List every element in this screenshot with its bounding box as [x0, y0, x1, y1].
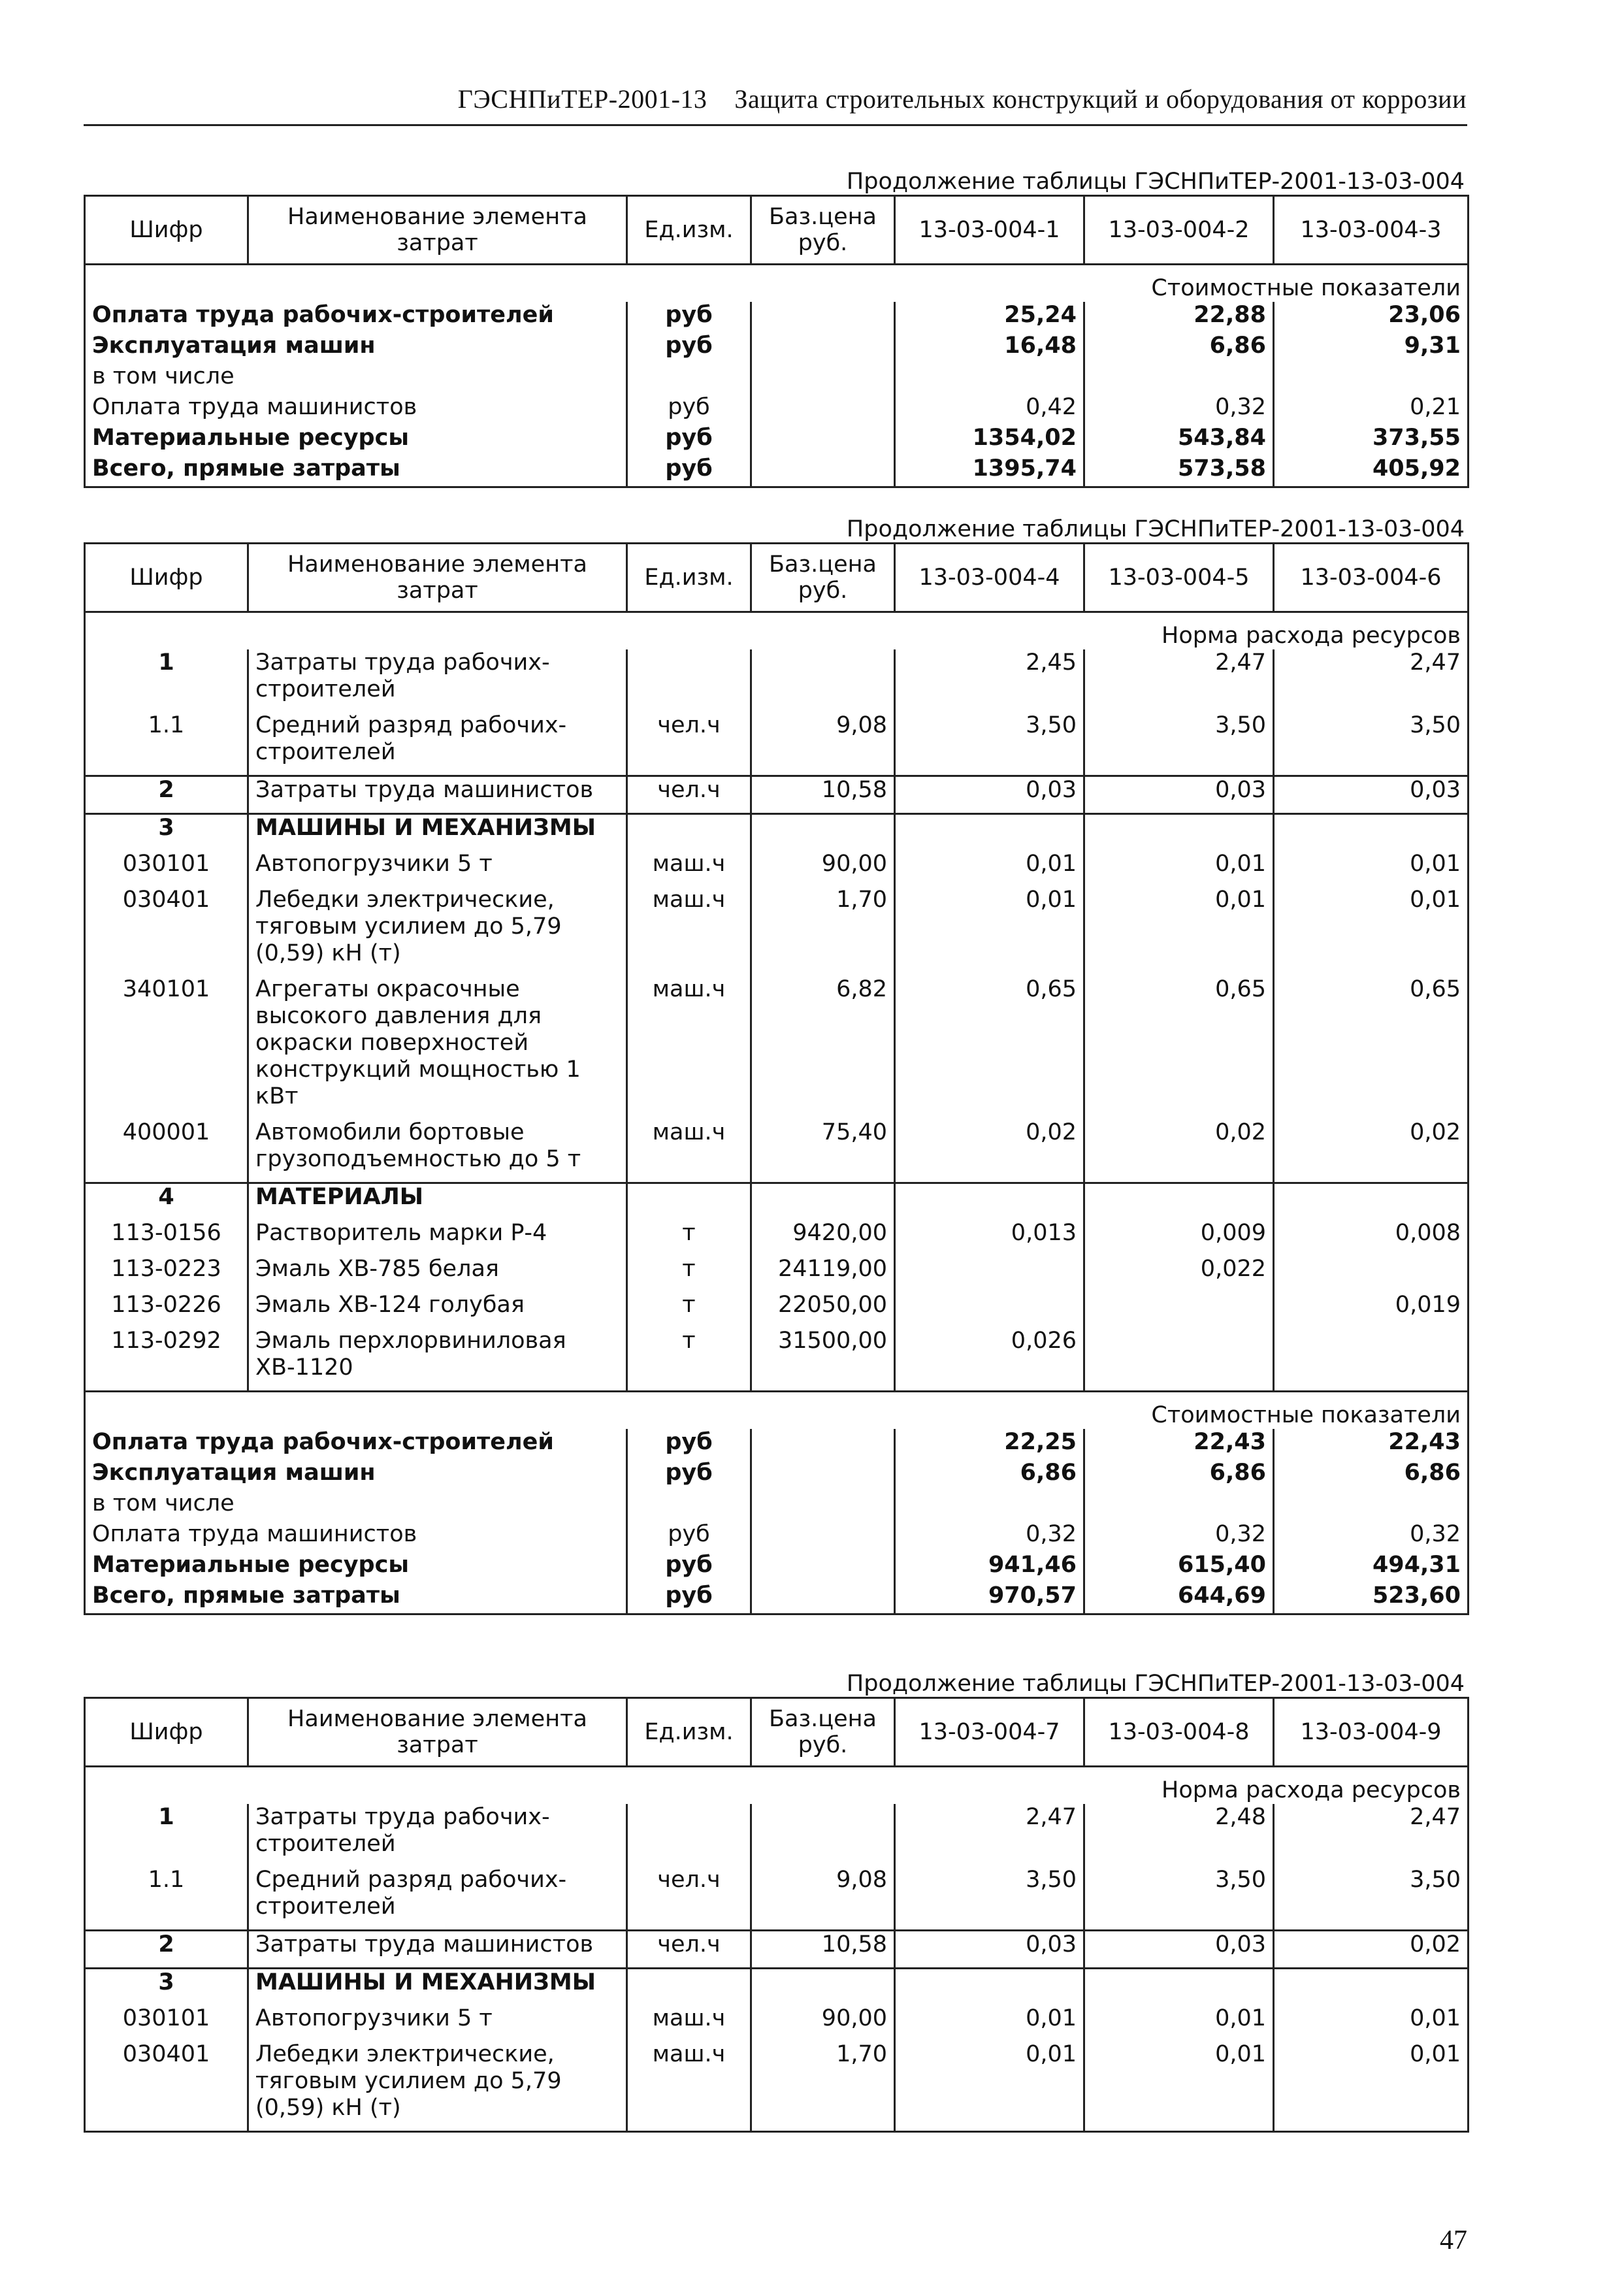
col-variant-header: 13-03-004-9: [1274, 1698, 1469, 1767]
resource-unit: чел.ч: [627, 1931, 751, 1969]
page-number: 47: [1440, 2225, 1467, 2255]
col-price-header: Баз.цена руб.: [751, 196, 895, 265]
resource-row: [85, 1292, 1469, 1328]
summary-unit: руб: [627, 1552, 751, 1582]
resource-unit: т: [627, 1292, 751, 1328]
resource-value: 0,03: [895, 776, 1084, 814]
resource-value: 2,47: [895, 1804, 1084, 1867]
summary-row: [85, 1552, 1469, 1582]
resource-code: 340101: [85, 976, 248, 1119]
summary-unit: руб: [627, 455, 751, 487]
summary-name: Оплата труда машинистов: [85, 1521, 627, 1552]
resource-unit: [627, 649, 751, 712]
summary-value: 22,43: [1274, 1429, 1469, 1460]
summary-price: [751, 1460, 895, 1490]
resource-value: 0,02: [1274, 1119, 1469, 1183]
resource-value: 2,48: [1084, 1804, 1274, 1867]
col-unit-header: Ед.изм.: [627, 1698, 751, 1767]
table-13-03-004-4-6: [84, 542, 1469, 1615]
summary-row: [85, 1490, 1469, 1521]
resource-unit: маш.ч: [627, 2041, 751, 2132]
table-13-03-004-7-9: [84, 1697, 1469, 2133]
resource-name: Затраты труда машинистов: [248, 1931, 627, 1969]
summary-value: 23,06: [1274, 302, 1469, 333]
resource-price: 9,08: [751, 712, 895, 776]
resource-price: [751, 1969, 895, 2006]
resource-value: 3,50: [1274, 1867, 1469, 1931]
resource-row: [85, 851, 1469, 887]
col-variant-header: 13-03-004-7: [895, 1698, 1084, 1767]
resource-value: [1274, 1969, 1469, 2006]
summary-unit: руб: [627, 1460, 751, 1490]
resource-row: [85, 2041, 1469, 2132]
summary-value: 0,32: [1274, 1521, 1469, 1552]
resource-name: Эмаль ХВ-785 белая: [248, 1256, 627, 1292]
resource-unit: маш.ч: [627, 1119, 751, 1183]
resource-row: [85, 1119, 1469, 1183]
summary-unit: руб: [627, 1582, 751, 1614]
summary-value: 6,86: [1084, 333, 1274, 363]
resource-value: 3,50: [895, 1867, 1084, 1931]
resource-value: [895, 814, 1084, 851]
resource-name: МАШИНЫ И МЕХАНИЗМЫ: [248, 1969, 627, 2006]
summary-unit: [627, 363, 751, 394]
resource-name: Автопогрузчики 5 т: [248, 2005, 627, 2041]
header-row: [85, 544, 1469, 612]
resource-value: 2,45: [895, 649, 1084, 712]
summary-name: Всего, прямые затраты: [85, 1582, 627, 1614]
summary-value: 0,21: [1274, 394, 1469, 425]
summary-value: 22,25: [895, 1429, 1084, 1460]
resource-row: [85, 887, 1469, 976]
section-label: Норма расхода ресурсов: [85, 1767, 1469, 1805]
summary-price: [751, 1490, 895, 1521]
col-variant-header: 13-03-004-6: [1274, 544, 1469, 612]
resource-value: 0,01: [1084, 851, 1274, 887]
summary-value: 0,32: [1084, 1521, 1274, 1552]
summary-value: 970,57: [895, 1582, 1084, 1614]
resource-value: 3,50: [1274, 712, 1469, 776]
table-13-03-004-1-3: [84, 195, 1469, 488]
resource-price: 31500,00: [751, 1328, 895, 1392]
section-label-row: [85, 265, 1469, 303]
header-rule: [84, 124, 1467, 126]
col-variant-header: 13-03-004-1: [895, 196, 1084, 265]
resource-price: 1,70: [751, 2041, 895, 2132]
summary-name: Эксплуатация машин: [85, 333, 627, 363]
resource-unit: [627, 1969, 751, 2006]
summary-row: [85, 425, 1469, 455]
resource-row: [85, 2005, 1469, 2041]
summary-unit: руб: [627, 302, 751, 333]
summary-price: [751, 1552, 895, 1582]
resource-unit: [627, 1804, 751, 1867]
resource-value: 0,022: [1084, 1256, 1274, 1292]
resource-code: 2: [85, 1931, 248, 1969]
resource-name: МАШИНЫ И МЕХАНИЗМЫ: [248, 814, 627, 851]
resource-value: [1084, 1183, 1274, 1221]
resource-value: 0,01: [895, 2041, 1084, 2132]
resource-unit: т: [627, 1328, 751, 1392]
col-price-header: Баз.цена руб.: [751, 544, 895, 612]
resource-row: [85, 976, 1469, 1119]
resource-row: [85, 1183, 1469, 1221]
resource-name: Автомобили бортовые грузоподъемностью до 5 т: [248, 1119, 627, 1183]
col-variant-header: 13-03-004-5: [1084, 544, 1274, 612]
summary-price: [751, 1582, 895, 1614]
summary-unit: руб: [627, 394, 751, 425]
header-code: ГЭСНПиТЕР-2001-13: [457, 84, 707, 114]
summary-price: [751, 1521, 895, 1552]
resource-row: [85, 1969, 1469, 2006]
resource-code: 030401: [85, 2041, 248, 2132]
resource-unit: т: [627, 1256, 751, 1292]
resource-price: 9,08: [751, 1867, 895, 1931]
summary-value: 373,55: [1274, 425, 1469, 455]
resource-price: [751, 814, 895, 851]
summary-price: [751, 1429, 895, 1460]
summary-value: 1354,02: [895, 425, 1084, 455]
resource-value: 0,01: [1084, 2041, 1274, 2132]
resource-code: 030401: [85, 887, 248, 976]
summary-name: Эксплуатация машин: [85, 1460, 627, 1490]
col-variant-header: 13-03-004-4: [895, 544, 1084, 612]
summary-row: [85, 1521, 1469, 1552]
summary-row: [85, 333, 1469, 363]
resource-value: 3,50: [895, 712, 1084, 776]
resource-value: [1274, 1328, 1469, 1392]
resource-unit: маш.ч: [627, 851, 751, 887]
resource-value: 0,02: [1084, 1119, 1274, 1183]
resource-value: 0,01: [895, 2005, 1084, 2041]
col-unit-header: Ед.изм.: [627, 196, 751, 265]
resource-value: 2,47: [1084, 649, 1274, 712]
resource-name: Эмаль ХВ-124 голубая: [248, 1292, 627, 1328]
resource-row: [85, 776, 1469, 814]
summary-row: [85, 302, 1469, 333]
resource-row: [85, 1804, 1469, 1867]
resource-row: [85, 649, 1469, 712]
resource-unit: маш.ч: [627, 887, 751, 976]
summary-price: [751, 394, 895, 425]
summary-name: в том числе: [85, 363, 627, 394]
resource-name: Лебедки электрические, тяговым усилием до 5,79 (0,59) кН (т): [248, 887, 627, 976]
resource-code: 030101: [85, 851, 248, 887]
header-row: [85, 196, 1469, 265]
col-variant-header: 13-03-004-3: [1274, 196, 1469, 265]
summary-value: 644,69: [1084, 1582, 1274, 1614]
resource-code: 030101: [85, 2005, 248, 2041]
resource-value: 0,01: [1274, 887, 1469, 976]
resource-price: 90,00: [751, 851, 895, 887]
resource-price: 10,58: [751, 1931, 895, 1969]
summary-row: [85, 1429, 1469, 1460]
summary-name: Материальные ресурсы: [85, 1552, 627, 1582]
summary-value: 0,42: [895, 394, 1084, 425]
resource-value: [895, 1256, 1084, 1292]
resource-price: 9420,00: [751, 1220, 895, 1256]
resource-name: Средний разряд рабочих-строителей: [248, 712, 627, 776]
resource-unit: [627, 1183, 751, 1221]
resource-value: 0,01: [895, 887, 1084, 976]
summary-value: 9,31: [1274, 333, 1469, 363]
summary-value: [895, 363, 1084, 394]
resource-unit: [627, 814, 751, 851]
summary-unit: руб: [627, 1429, 751, 1460]
resource-name: Растворитель марки Р-4: [248, 1220, 627, 1256]
summary-value: [895, 1490, 1084, 1521]
resource-code: 113-0223: [85, 1256, 248, 1292]
summary-price: [751, 333, 895, 363]
resource-value: [1084, 1292, 1274, 1328]
summary-name: Оплата труда машинистов: [85, 394, 627, 425]
resource-value: 0,008: [1274, 1220, 1469, 1256]
summary-value: [1274, 1490, 1469, 1521]
summary-value: 0,32: [1084, 394, 1274, 425]
summary-value: 573,58: [1084, 455, 1274, 487]
resource-value: [1274, 1183, 1469, 1221]
resource-value: 0,01: [1084, 2005, 1274, 2041]
summary-value: [1084, 363, 1274, 394]
resource-code: 2: [85, 776, 248, 814]
summary-row: [85, 1460, 1469, 1490]
resource-value: 0,03: [1084, 776, 1274, 814]
resource-value: 2,47: [1274, 1804, 1469, 1867]
col-unit-header: Ед.изм.: [627, 544, 751, 612]
resource-value: 0,01: [1084, 887, 1274, 976]
resource-name: Затраты труда рабочих-строителей: [248, 1804, 627, 1867]
summary-row: [85, 455, 1469, 487]
resource-name: Средний разряд рабочих-строителей: [248, 1867, 627, 1931]
summary-value: 22,88: [1084, 302, 1274, 333]
section-label: Норма расхода ресурсов: [85, 612, 1469, 650]
resource-value: [1084, 1328, 1274, 1392]
resource-value: 0,01: [1274, 2005, 1469, 2041]
summary-price: [751, 302, 895, 333]
resource-value: [895, 1969, 1084, 2006]
resource-value: 0,026: [895, 1328, 1084, 1392]
summary-value: 25,24: [895, 302, 1084, 333]
resource-unit: маш.ч: [627, 976, 751, 1119]
resource-price: 6,82: [751, 976, 895, 1119]
col-price-header: Баз.цена руб.: [751, 1698, 895, 1767]
resource-price: 90,00: [751, 2005, 895, 2041]
resource-code: 4: [85, 1183, 248, 1221]
summary-price: [751, 455, 895, 487]
summary-price: [751, 363, 895, 394]
col-name-header: Наименование элемента затрат: [248, 196, 627, 265]
resource-name: Лебедки электрические, тяговым усилием до 5,79 (0,59) кН (т): [248, 2041, 627, 2132]
resource-name: Затраты труда машинистов: [248, 776, 627, 814]
running-header: [85, 84, 1467, 114]
summary-name: Оплата труда рабочих-строителей: [85, 1429, 627, 1460]
resource-name: Агрегаты окрасочные высокого давления для окраски поверхностей конструкций мощностью 1 кВт: [248, 976, 627, 1119]
section-label: Стоимостные показатели: [85, 1392, 1469, 1430]
resource-unit: маш.ч: [627, 2005, 751, 2041]
summary-unit: руб: [627, 333, 751, 363]
col-variant-header: 13-03-004-8: [1084, 1698, 1274, 1767]
resource-row: [85, 1328, 1469, 1392]
summary-value: 1395,74: [895, 455, 1084, 487]
resource-row: [85, 1256, 1469, 1292]
resource-code: 3: [85, 1969, 248, 2006]
resource-value: 0,03: [1274, 776, 1469, 814]
summary-value: 6,86: [895, 1460, 1084, 1490]
summary-value: 0,32: [895, 1521, 1084, 1552]
resource-code: 1: [85, 1804, 248, 1867]
resource-unit: т: [627, 1220, 751, 1256]
resource-code: 113-0226: [85, 1292, 248, 1328]
col-code-header: Шифр: [85, 1698, 248, 1767]
resource-row: [85, 1867, 1469, 1931]
resource-price: 10,58: [751, 776, 895, 814]
header-title: Защита строительных конструкций и оборудования от коррозии: [734, 84, 1467, 114]
summary-value: [1274, 363, 1469, 394]
resource-value: [1274, 814, 1469, 851]
resource-code: 113-0156: [85, 1220, 248, 1256]
summary-name: Материальные ресурсы: [85, 425, 627, 455]
summary-value: 523,60: [1274, 1582, 1469, 1614]
resource-value: 3,50: [1084, 712, 1274, 776]
resource-name: Эмаль перхлорвиниловая ХВ-1120: [248, 1328, 627, 1392]
summary-name: Оплата труда рабочих-строителей: [85, 302, 627, 333]
summary-unit: руб: [627, 1521, 751, 1552]
col-variant-header: 13-03-004-2: [1084, 196, 1274, 265]
resource-code: 1.1: [85, 1867, 248, 1931]
resource-unit: чел.ч: [627, 712, 751, 776]
resource-name: Автопогрузчики 5 т: [248, 851, 627, 887]
resource-price: [751, 1804, 895, 1867]
resource-value: 0,013: [895, 1220, 1084, 1256]
resource-unit: чел.ч: [627, 1867, 751, 1931]
resource-value: [1084, 814, 1274, 851]
summary-value: 405,92: [1274, 455, 1469, 487]
resource-price: [751, 1183, 895, 1221]
summary-value: 941,46: [895, 1552, 1084, 1582]
resource-value: 0,65: [895, 976, 1084, 1119]
col-code-header: Шифр: [85, 196, 248, 265]
resource-row: [85, 1931, 1469, 1969]
resource-value: 0,03: [895, 1931, 1084, 1969]
resource-code: 3: [85, 814, 248, 851]
resource-price: 22050,00: [751, 1292, 895, 1328]
resource-value: 0,02: [895, 1119, 1084, 1183]
resource-value: 0,019: [1274, 1292, 1469, 1328]
resource-code: 1: [85, 649, 248, 712]
summary-value: 6,86: [1084, 1460, 1274, 1490]
section-label-row: [85, 1767, 1469, 1805]
table1-caption: Продолжение таблицы ГЭСНПиТЕР-2001-13-03-004: [846, 169, 1465, 195]
summary-value: 6,86: [1274, 1460, 1469, 1490]
summary-row: [85, 1582, 1469, 1614]
section-label-row: [85, 1392, 1469, 1430]
section-label: Стоимостные показатели: [85, 265, 1469, 303]
resource-value: 0,65: [1084, 976, 1274, 1119]
resource-row: [85, 712, 1469, 776]
resource-code: 1.1: [85, 712, 248, 776]
resource-row: [85, 1220, 1469, 1256]
table3-caption: Продолжение таблицы ГЭСНПиТЕР-2001-13-03-004: [846, 1671, 1465, 1697]
resource-price: 24119,00: [751, 1256, 895, 1292]
resource-price: 75,40: [751, 1119, 895, 1183]
table2-caption: Продолжение таблицы ГЭСНПиТЕР-2001-13-03-004: [846, 516, 1465, 542]
summary-value: 16,48: [895, 333, 1084, 363]
col-name-header: Наименование элемента затрат: [248, 1698, 627, 1767]
col-code-header: Шифр: [85, 544, 248, 612]
resource-value: [895, 1183, 1084, 1221]
header-row: [85, 1698, 1469, 1767]
resource-code: 113-0292: [85, 1328, 248, 1392]
summary-value: 22,43: [1084, 1429, 1274, 1460]
summary-row: [85, 394, 1469, 425]
summary-name: в том числе: [85, 1490, 627, 1521]
summary-row: [85, 363, 1469, 394]
resource-name: Затраты труда рабочих-строителей: [248, 649, 627, 712]
summary-value: 494,31: [1274, 1552, 1469, 1582]
resource-value: 0,02: [1274, 1931, 1469, 1969]
resource-price: [751, 649, 895, 712]
summary-value: 543,84: [1084, 425, 1274, 455]
resource-value: 0,01: [1274, 851, 1469, 887]
col-name-header: Наименование элемента затрат: [248, 544, 627, 612]
resource-value: [1274, 1256, 1469, 1292]
resource-value: 0,01: [1274, 2041, 1469, 2132]
resource-value: 2,47: [1274, 649, 1469, 712]
summary-value: 615,40: [1084, 1552, 1274, 1582]
resource-value: 3,50: [1084, 1867, 1274, 1931]
resource-row: [85, 814, 1469, 851]
summary-price: [751, 425, 895, 455]
resource-price: 1,70: [751, 887, 895, 976]
resource-value: 0,009: [1084, 1220, 1274, 1256]
resource-name: МАТЕРИАЛЫ: [248, 1183, 627, 1221]
resource-value: 0,01: [895, 851, 1084, 887]
resource-value: 0,65: [1274, 976, 1469, 1119]
resource-value: 0,03: [1084, 1931, 1274, 1969]
summary-unit: [627, 1490, 751, 1521]
summary-unit: руб: [627, 425, 751, 455]
resource-value: [1084, 1969, 1274, 2006]
summary-value: [1084, 1490, 1274, 1521]
resource-code: 400001: [85, 1119, 248, 1183]
section-label-row: [85, 612, 1469, 650]
resource-value: [895, 1292, 1084, 1328]
resource-unit: чел.ч: [627, 776, 751, 814]
summary-name: Всего, прямые затраты: [85, 455, 627, 487]
